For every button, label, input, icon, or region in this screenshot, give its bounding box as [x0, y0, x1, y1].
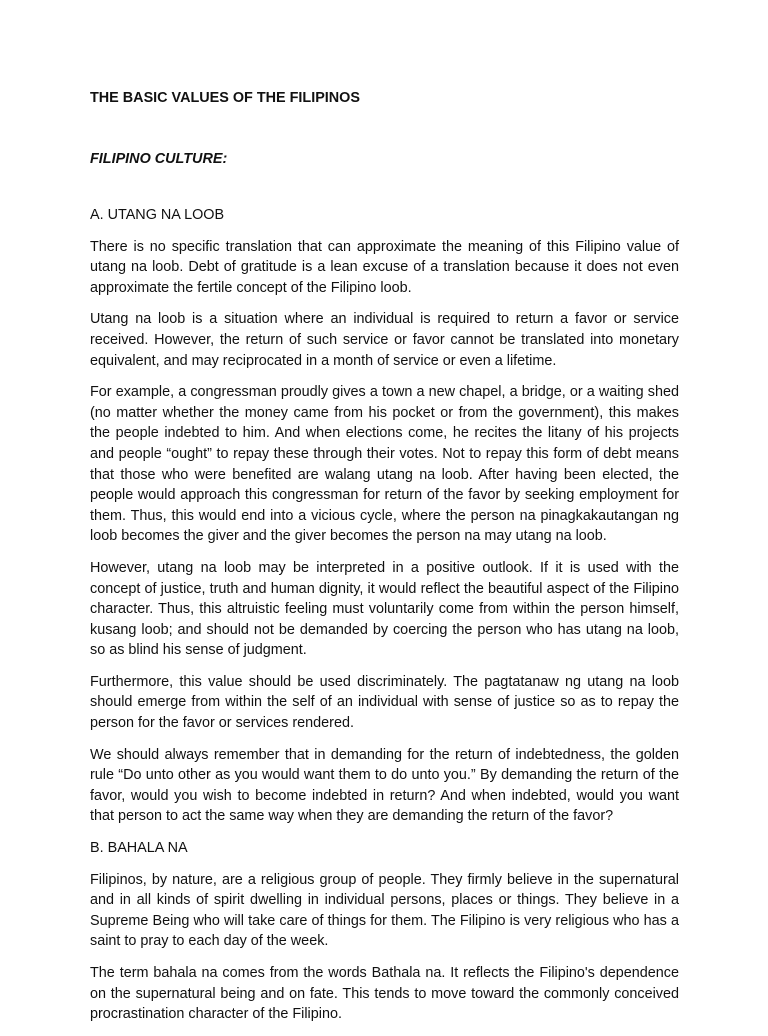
paragraph: However, utang na loob may be interpreted in a positive outlook. If it is used with the concept of justice, truth and human dignity, it would reflect the beautiful aspect of the Filipino character. Thus, this altruistic feeling must voluntarily come from within the person himself, kusang loob; and should not be demanded by coercing the person who has utang na loob, so as blind his sense of judgment.	[90, 559, 679, 659]
paragraph: The term bahala na comes from the words Bathala na. It reflects the Filipino's dependence on the supernatural being and on fate. This tends to move toward the commonly conceived procrastination character of the Filipino.	[90, 965, 679, 1023]
document-page	[90, 88, 679, 1023]
section-heading: B. BAHALA NA	[90, 840, 188, 857]
section-title: FILIPINO CULTURE:	[90, 151, 228, 167]
document-title: THE BASIC VALUES OF THE FILIPINOS	[90, 90, 360, 106]
document-body	[90, 205, 679, 1036]
paragraph: Utang na loob is a situation where an individual is required to return a favor or service received. However, the return of such service or favor cannot be translated into monetary equivalent, and may reciprocated in a month of service or even a lifetime.	[90, 311, 679, 369]
section-utang-na-loob	[90, 205, 679, 827]
paragraph: For example, a congressman proudly gives a town a new chapel, a bridge, or a waiting shed (no matter whether the money came from his pocket or from the government), this makes the people indebted to him. And when elections come, he recites the litany of his projects and people “ought” to repay these through their votes. Not to repay this form of debt means that those who were benefited are walang utang na loob. After having been elected, the people would approach this congressman for return of the favor by seeking employment for them. Thus, this would end into a vicious cycle, where the person na pinagkakautangan ng loob becomes the giver and the giver becomes the person na may utang na loob.	[90, 384, 679, 545]
paragraph: Furthermore, this value should be used discriminately. The pagtatanaw ng utang na loob should emerge from within the self of an individual with sense of justice so as to repay the person for the favor or services rendered.	[90, 673, 679, 732]
paragraph: We should always remember that in demanding for the return of indebtedness, the golden rule “Do unto other as you would want them to do unto you.” By demanding the return of the favor, would you wish to become indebted in return? And when indebted, would you want that person to act the same way when they are demanding the return of the favor?	[90, 746, 679, 825]
paragraph: There is no specific translation that can approximate the meaning of this Filipino value of utang na loob. Debt of gratitude is a lean excuse of a translation because it does not even approximate the fertile concept of the Filipino loob.	[90, 238, 679, 296]
paragraph: Filipinos, by nature, are a religious group of people. They firmly believe in the supernatural and in all kinds of spirit dwelling in individual persons, places or things. They believe in a Supreme Being who will take care of things for them. The Filipino is very religious who has a saint to pray to each day of the week.	[90, 871, 679, 950]
section-heading: A. UTANG NA LOOB	[90, 207, 225, 223]
section-bahala-na	[90, 838, 679, 1025]
